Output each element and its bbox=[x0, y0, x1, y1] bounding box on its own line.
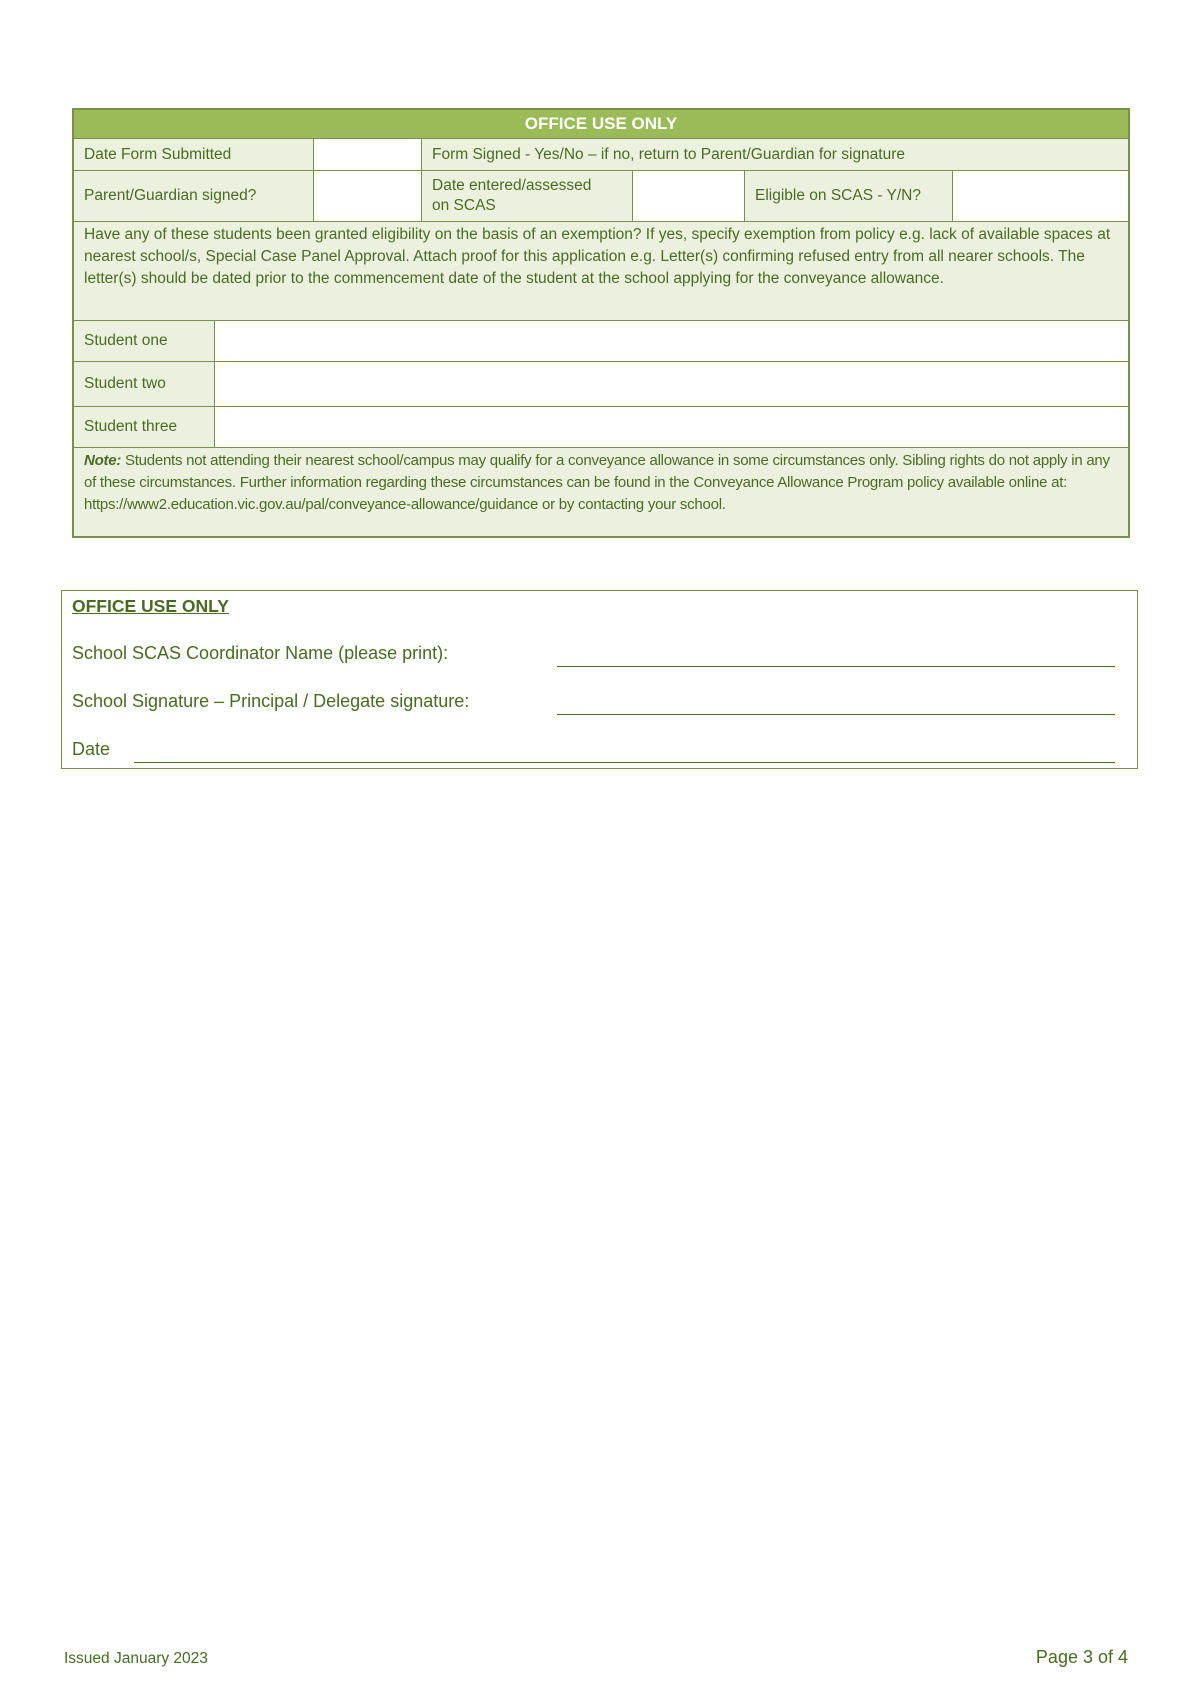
signature-label: School Signature – Principal / Delegate signature: bbox=[72, 691, 470, 711]
date-label: Date bbox=[72, 739, 111, 759]
student-one-label: Student one bbox=[74, 321, 215, 362]
date-form-submitted-label: Date Form Submitted bbox=[74, 139, 314, 171]
signature-line[interactable] bbox=[557, 714, 1115, 715]
date-entered-scas-field[interactable] bbox=[633, 171, 745, 222]
student-one-field[interactable] bbox=[215, 321, 1128, 362]
conveyance-note bbox=[74, 448, 1128, 536]
student-two-field[interactable] bbox=[215, 362, 1128, 407]
date-line[interactable] bbox=[134, 762, 1115, 763]
eligible-scas-field[interactable] bbox=[953, 171, 1128, 222]
student-three-field[interactable] bbox=[215, 407, 1128, 448]
exemption-question: Have any of these students been granted eligibility on the basis of an exemption? If yes, specify exemption from policy e.g. lack of available spaces at nearest school/s, Special Case Panel Approval. Attach proof for this application e.g. Letter(s) confirming refused entry from all nearer schools. The letter(s) should be dated prior to the commencement date of the student at the school applying for the conveyance allowance. bbox=[74, 222, 1128, 321]
parent-guardian-signed-field[interactable] bbox=[314, 171, 422, 222]
office-signoff-box bbox=[61, 590, 1138, 769]
note-label: Note: bbox=[84, 452, 122, 469]
date-form-submitted-field[interactable] bbox=[314, 139, 422, 171]
office-use-table bbox=[72, 108, 1130, 538]
eligible-scas-label: Eligible on SCAS - Y/N? bbox=[745, 171, 953, 222]
office-use-title: OFFICE USE ONLY bbox=[72, 596, 229, 616]
parent-guardian-signed-label: Parent/Guardian signed? bbox=[74, 171, 314, 222]
office-use-header: OFFICE USE ONLY bbox=[74, 110, 1128, 139]
coordinator-name-label: School SCAS Coordinator Name (please print): bbox=[72, 643, 449, 663]
page-number: Page 3 of 4 bbox=[1035, 1647, 1128, 1667]
date-entered-scas-label: Date entered/assessed on SCAS bbox=[422, 171, 633, 222]
issued-date: Issued January 2023 bbox=[64, 1650, 208, 1667]
form-signed-instruction: Form Signed - Yes/No – if no, return to Parent/Guardian for signature bbox=[422, 139, 1128, 171]
student-two-label: Student two bbox=[74, 362, 215, 407]
student-three-label: Student three bbox=[74, 407, 215, 448]
note-text: Students not attending their nearest school/campus may qualify for a conveyance allowance in some circumstances only. Sibling rights do not apply in any of these circumstances. Further information regarding these circumstances can be found in the Conveyance Allowance Program policy available online at: https://www2.education.vic.gov.au/pal/conveyance-allowance/guidance or by contacting your school. bbox=[84, 452, 1110, 513]
coordinator-name-line[interactable] bbox=[557, 666, 1115, 667]
